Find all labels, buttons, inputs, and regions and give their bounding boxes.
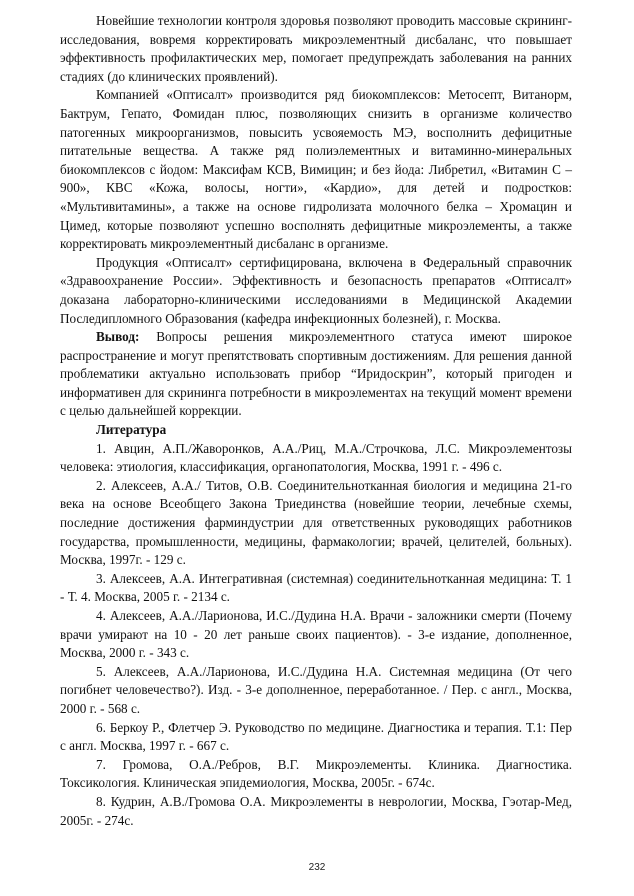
- paragraph-biocomplexes: Компанией «Оптисалт» производится ряд биокомплексов: Метосепт, Витанорм, Бактрум, Гепато, Фомидан плюс, позволяющих снизить в организме количество патогенных микроорганизмов, повысить усвояемость МЭ, восполнить дефицитные питательные вещества. А также ряд полиэлементных и витаминно-минеральных биокомплексов с йодом: Максифам КСВ, Вимицин; и без йода: Либретил, «Витамин С – 900», КВС «Кожа, волосы, ногти», «Кардио», для детей и подростков: «Мультивитамины», а также на основе гидролизата молочного белка – Хромацин и Цимед, которые позволяют успешно восполнять дефицитные микроэлементы, а также корректировать микроэлементный дисбаланс в организме.: [60, 87, 572, 252]
- page-number: 232: [308, 862, 326, 873]
- reference-item: 8. Кудрин, А.В./Громова О.А. Микроэлементы в неврологии, Москва, Гэотар-Мед, 2005г. - 274с.: [60, 793, 572, 828]
- paragraph-screening: Новейшие технологии контроля здоровья позволяют проводить массовые скрининг-исследования, вовремя корректировать микроэлементный дисбаланс, что повышает эффективность профилактических мер, помогает предупреждать заболевания на ранних стадиях (до клинических проявлений).: [60, 13, 572, 84]
- reference-item: 5. Алексеев, А.А./Ларионова, И.С./Дудина Н.А. Системная медицина (От чего погибнет человечество?). Изд. - 3-е дополненное, переработанное. / Пер. с англ., Москва, 2000 г. - 568 с.: [60, 663, 572, 716]
- conclusion-text: Вопросы решения микроэлементного статуса имеют широкое распространение и могут препятствовать спортивным достижениям. Для решения данной проблематики актуально использовать прибор “Иридоскрин”, который пригоден и информативен для скрининга потребности в микроэлементах на текущий момент времени с целью дальнейшей коррекции.: [60, 329, 572, 419]
- paragraph-certification: Продукция «Оптисалт» сертифицирована, включена в Федеральный справочник «Здравоохранение России». Эффективность и безопасность препаратов «Оптисалт» доказана лабораторно-клиническими исследованиями в Медицинской Академии Последипломного Образования (кафедра инфекционных болезней), г. Москва.: [60, 254, 572, 326]
- reference-item: 6. Беркоу Р., Флетчер Э. Руководство по медицине. Диагностика и терапия. Т.1: Пер с англ. Москва, 1997 г. - 667 с.: [60, 719, 572, 754]
- document-page: [60, 12, 572, 830]
- reference-item: 4. Алексеев, А.А./Ларионова, И.С./Дудина Н.А. Врачи - заложники смерти (Почему врачи умирают на 10 - 20 лет раньше своих пациентов). - 3-е издание, дополненное, Москва, 2000 г. - 343 с.: [60, 608, 572, 661]
- reference-item: 7. Громова, О.А./Ребров, В.Г. Микроэлементы. Клиника. Диагностика. Токсикология. Клиническая эпидемиология, Москва, 2005г. - 674с.: [60, 756, 572, 791]
- literature-heading: Литература: [96, 422, 167, 438]
- reference-item: 2. Алексеев, А.А./ Титов, О.В. Соединительнотканная биология и медицина 21-го века на основе Всеобщего Закона Триединства (новейшие теории, лечебные схемы, последние достижения фарминдустрии для ответственных руководящих работников государства, промышленности, медицины, фармакологии; врачей, целителей, больных). Москва, 1997г. - 129 с.: [60, 477, 572, 568]
- reference-item: 1. Авцин, А.П./Жаворонков, А.А./Риц, М.А./Строчкова, Л.С. Микроэлементозы человека: этиология, классификация, органопатология, Москва, 1991 г. - 496 с.: [60, 440, 572, 475]
- conclusion-label: Вывод:: [96, 329, 140, 345]
- paragraph-conclusion: [60, 328, 572, 421]
- reference-item: 3. Алексеев, А.А. Интегративная (системная) соединительнотканная медицина: Т. 1 - Т. 4. Москва, 2005 г. - 2134 с.: [60, 570, 572, 605]
